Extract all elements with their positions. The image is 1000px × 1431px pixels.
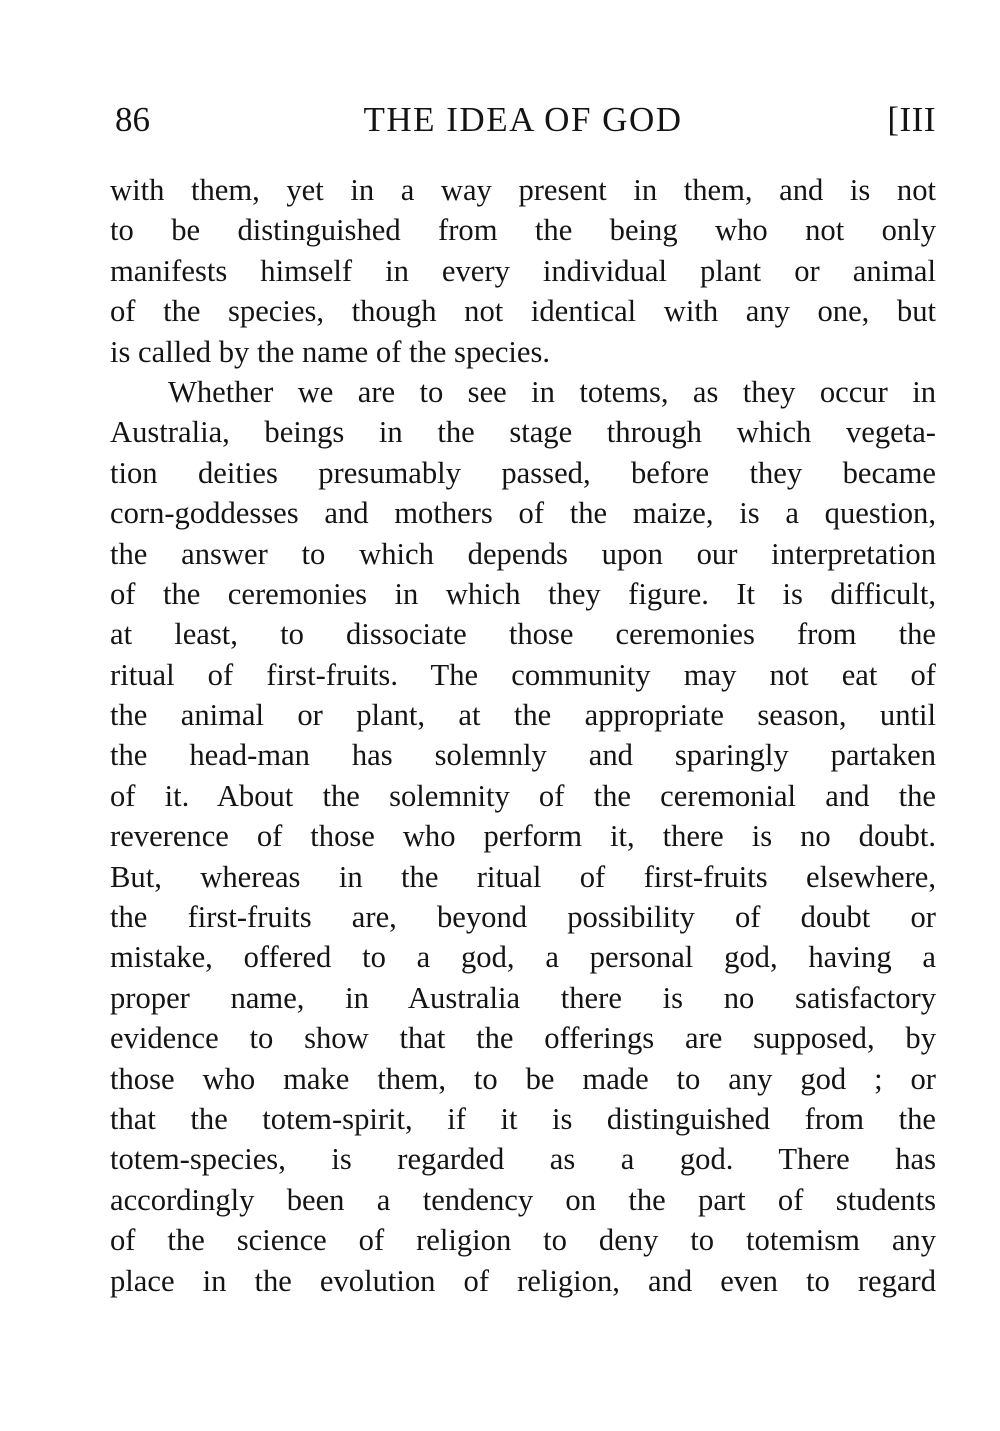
text-line: evidence to show that the offerings are supposed, by (110, 1021, 936, 1056)
running-head (110, 96, 936, 144)
text-line: at least, to dissociate those ceremonies from the (110, 617, 936, 652)
text-line: the animal or plant, at the appropriate season, until (110, 698, 936, 733)
text-line: But, whereas in the ritual of first-fruits elsewhere, (110, 859, 936, 894)
text-line: corn-goddesses and mothers of the maize, is a question, (110, 496, 936, 531)
text-line: Whether we are to see in totems, as they occur in (168, 374, 936, 409)
text-line: is called by the name of the species. (110, 334, 551, 369)
text-line: the head-man has solemnly and sparingly partaken (110, 738, 936, 773)
text-line: of the species, though not identical with any one, but (110, 294, 936, 329)
page-number: 86 (115, 100, 150, 139)
text-line: reverence of those who perform it, there is no doubt. (110, 819, 936, 854)
text-line: proper name, in Australia there is no satisfactory (110, 980, 936, 1015)
text-line: the answer to which depends upon our interpretation (110, 536, 936, 571)
text-line: to be distinguished from the being who not only (110, 213, 936, 248)
text-line: manifests himself in every individual plant or animal (110, 253, 936, 288)
text-line: the first-fruits are, beyond possibility of doubt or (110, 900, 936, 935)
text-line: ritual of first-fruits. The community may not eat of (110, 657, 936, 692)
page-title: THE IDEA OF GOD (363, 100, 683, 139)
text-line: of the ceremonies in which they figure. It is difficult, (110, 576, 936, 611)
text-line: totem-species, is regarded as a god. There has (110, 1142, 936, 1177)
text-line: tion deities presumably passed, before they became (110, 455, 936, 490)
text-line: mistake, offered to a god, a personal god, having a (110, 940, 936, 975)
text-line: with them, yet in a way present in them, and is not (110, 173, 936, 207)
text-line: that the totem-spirit, if it is distinguished from the (110, 1101, 936, 1136)
text-line: of the science of religion to deny to totemism any (110, 1223, 936, 1258)
text-line: Australia, beings in the stage through which vegeta- (110, 415, 936, 450)
chapter-marker: [III (887, 100, 936, 139)
text-body (110, 170, 936, 1301)
paragraph-2 (110, 372, 936, 1301)
book-page (110, 96, 936, 1301)
text-line: those who make them, to be made to any god ; or (110, 1061, 936, 1096)
paragraph-1 (110, 170, 936, 372)
text-line: of it. About the solemnity of the ceremonial and the (110, 778, 936, 813)
text-line: accordingly been a tendency on the part of students (110, 1182, 936, 1217)
text-line: place in the evolution of religion, and even to regard (110, 1263, 936, 1298)
